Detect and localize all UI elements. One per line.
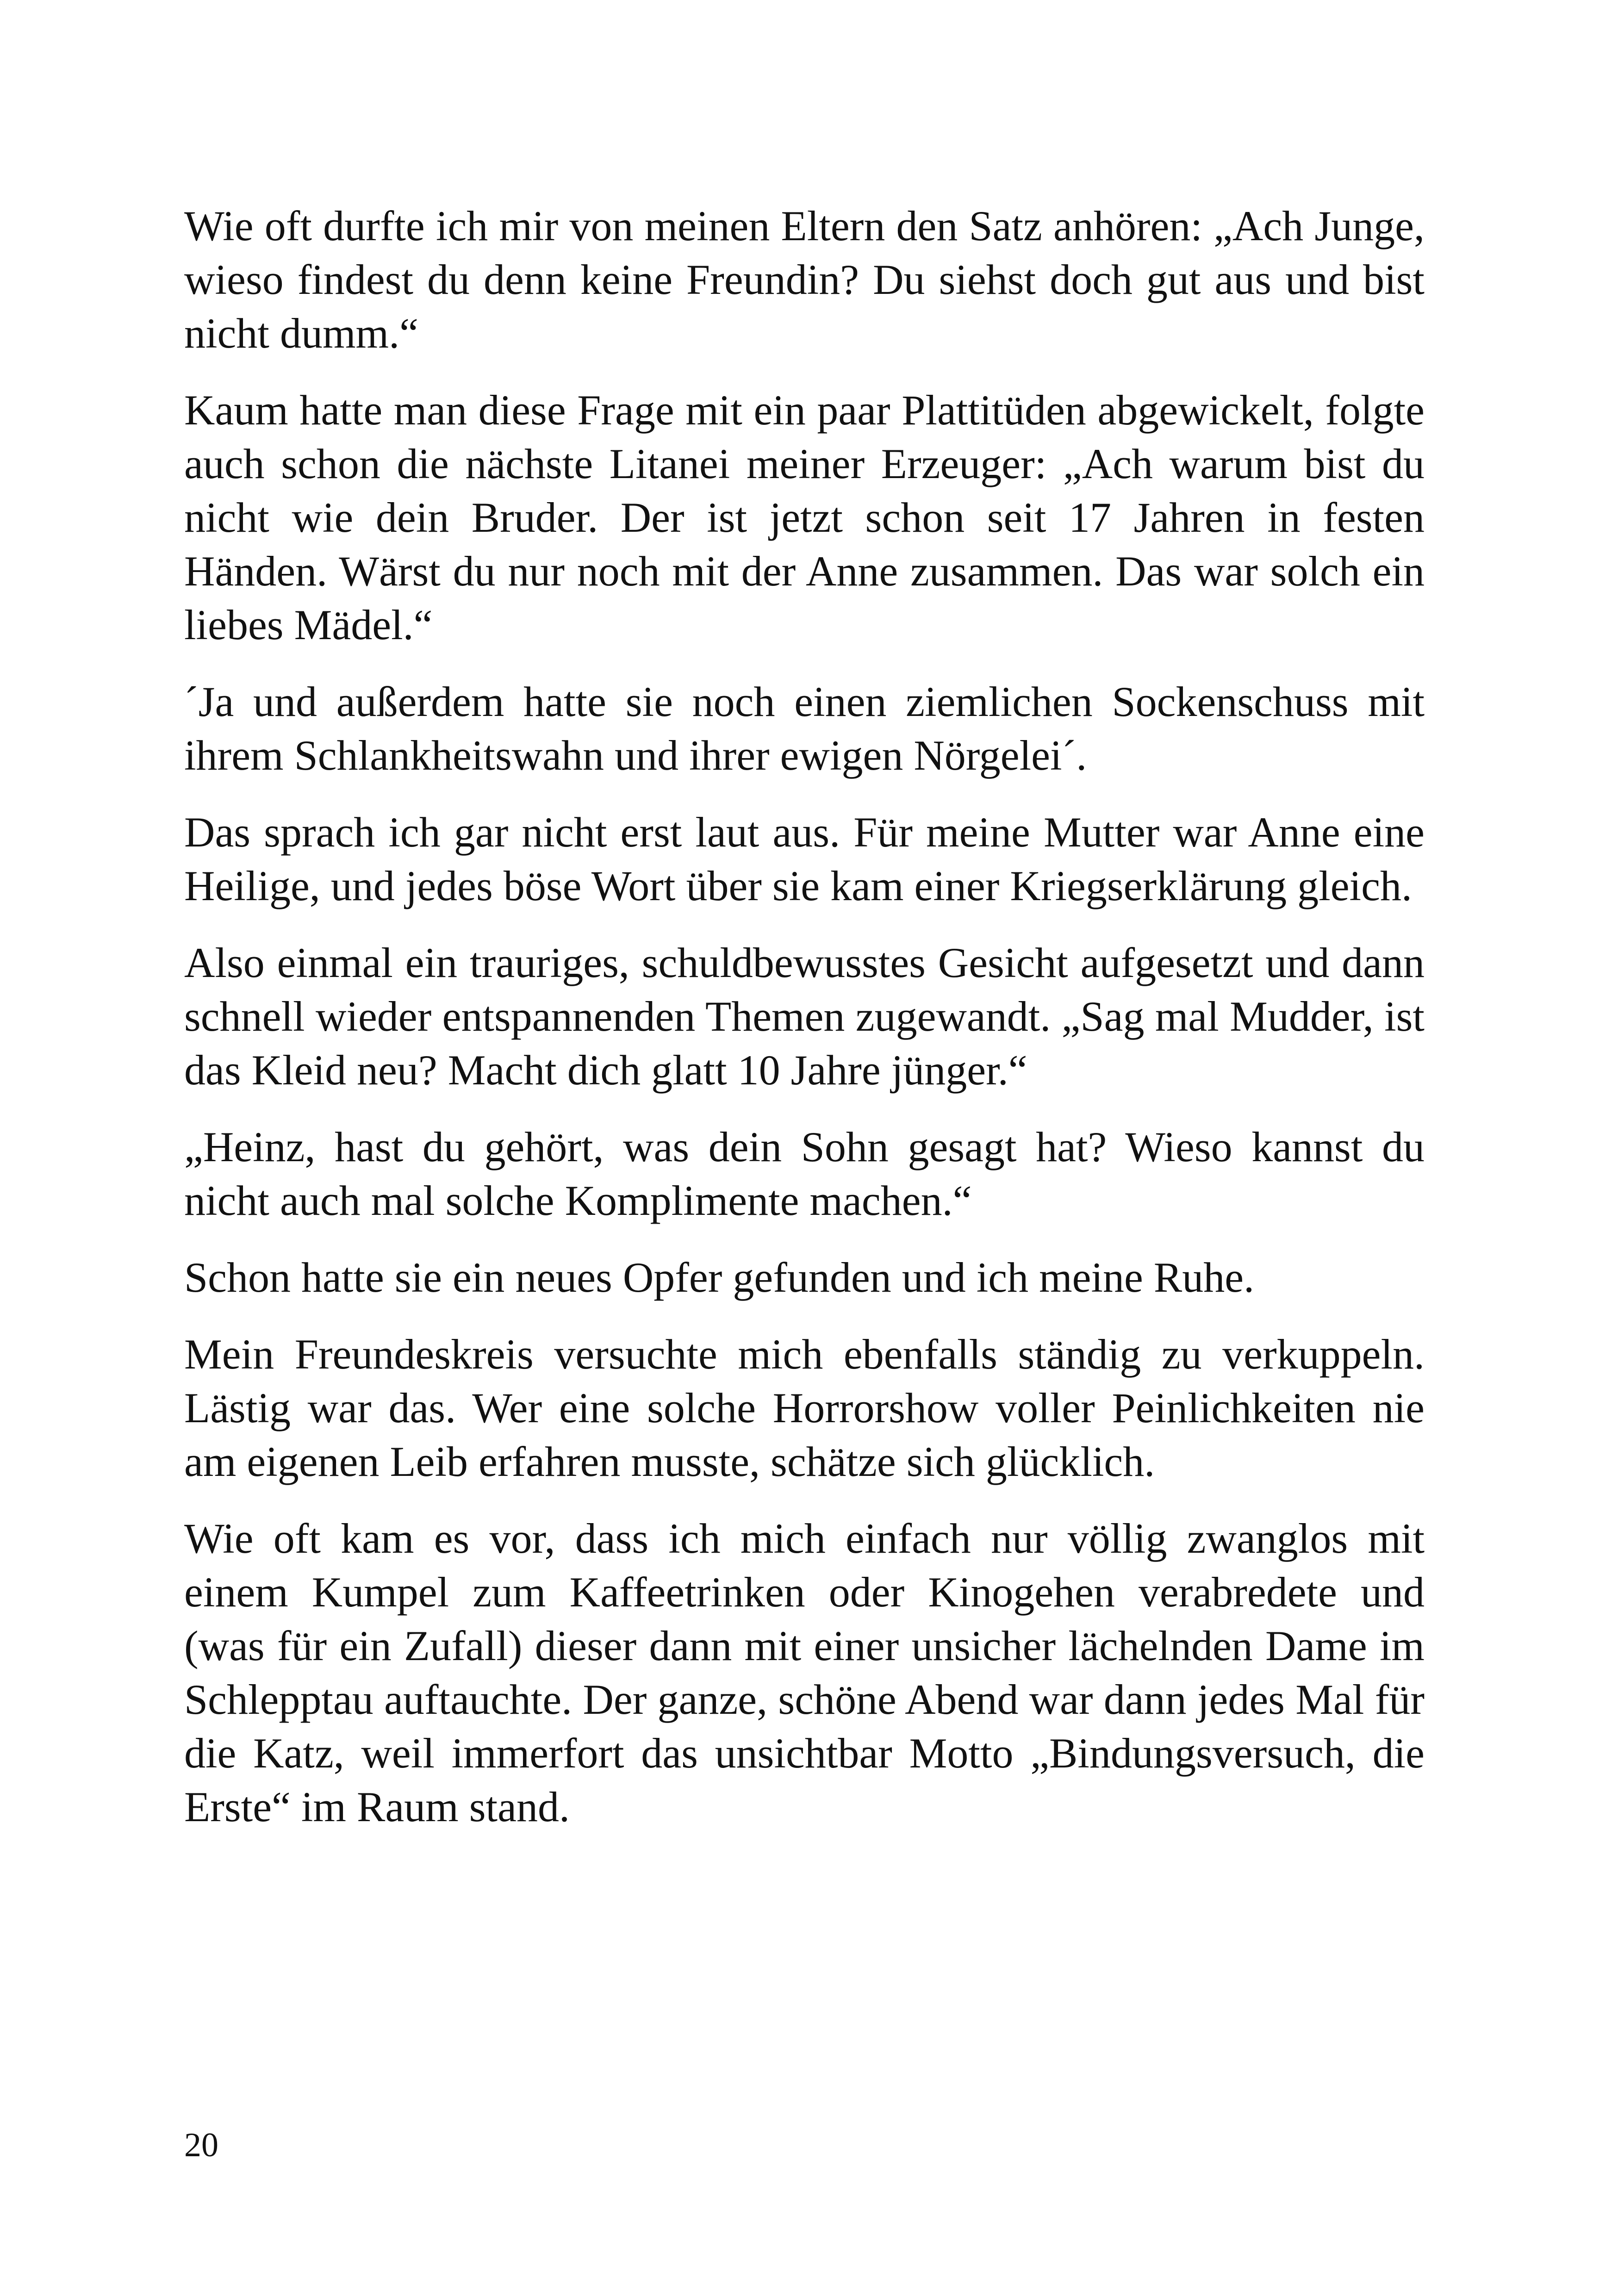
paragraph: Mein Freundeskreis versuchte mich ebenfalls ständig zu verkuppeln. Lästig war das. Wer eine solche Horrorshow voller Peinlichkeiten nie am eigenen Leib erfahren musste, schätze sich glücklich. bbox=[184, 1331, 1425, 1485]
paragraph: Wie oft kam es vor, dass ich mich einfach nur völlig zwanglos mit einem Kumpel zum Kaffeetrinken oder Kinogehen verabredete und (was für ein Zufall) dieser dann mit einer unsicher lächelnden Dame im Schlepptau auftauchte. Der ganze, schöne Abend war dann jedes Mal für die Katz, weil immerfort das unsichtbar Motto „Bindungsversuch, die Erste“ im Raum stand. bbox=[184, 1515, 1425, 1830]
paragraph: ´Ja und außerdem hatte sie noch einen ziemlichen Sockenschuss mit ihrem Schlankheitswahn und ihrer ewigen Nörgelei´. bbox=[184, 678, 1425, 779]
paragraph: Kaum hatte man diese Frage mit ein paar Plattitüden abgewickelt, folgte auch schon die nächste Litanei meiner Erzeuger: „Ach warum bist du nicht wie dein Bruder. Der ist jetzt schon seit 17 Jahren in festen Händen. Wärst du nur noch mit der Anne zusammen. Das war solch ein liebes Mädel.“ bbox=[184, 386, 1425, 648]
paragraph: Also einmal ein trauriges, schuldbewusstes Gesicht aufgesetzt und dann schnell wieder entspannenden Themen zugewandt. „Sag mal Mudder, ist das Kleid neu? Macht dich glatt 10 Jahre jünger.“ bbox=[184, 939, 1425, 1094]
paragraph: Wie oft durfte ich mir von meinen Eltern den Satz anhören: „Ach Junge, wieso findest du denn keine Freundin? Du siehst doch gut aus und bist nicht dumm.“ bbox=[184, 202, 1425, 357]
paragraph: Das sprach ich gar nicht erst laut aus. Für meine Mutter war Anne eine Heilige, und jedes böse Wort über sie kam einer Kriegserklärung gleich. bbox=[184, 809, 1425, 909]
page-number: 20 bbox=[184, 2126, 218, 2164]
body-text bbox=[184, 199, 1425, 1857]
paragraph: Schon hatte sie ein neues Opfer gefunden und ich meine Ruhe. bbox=[184, 1254, 1255, 1301]
paragraph: „Heinz, hast du gehört, was dein Sohn gesagt hat? Wieso kannst du nicht auch mal solche Komplimente machen.“ bbox=[184, 1123, 1425, 1224]
